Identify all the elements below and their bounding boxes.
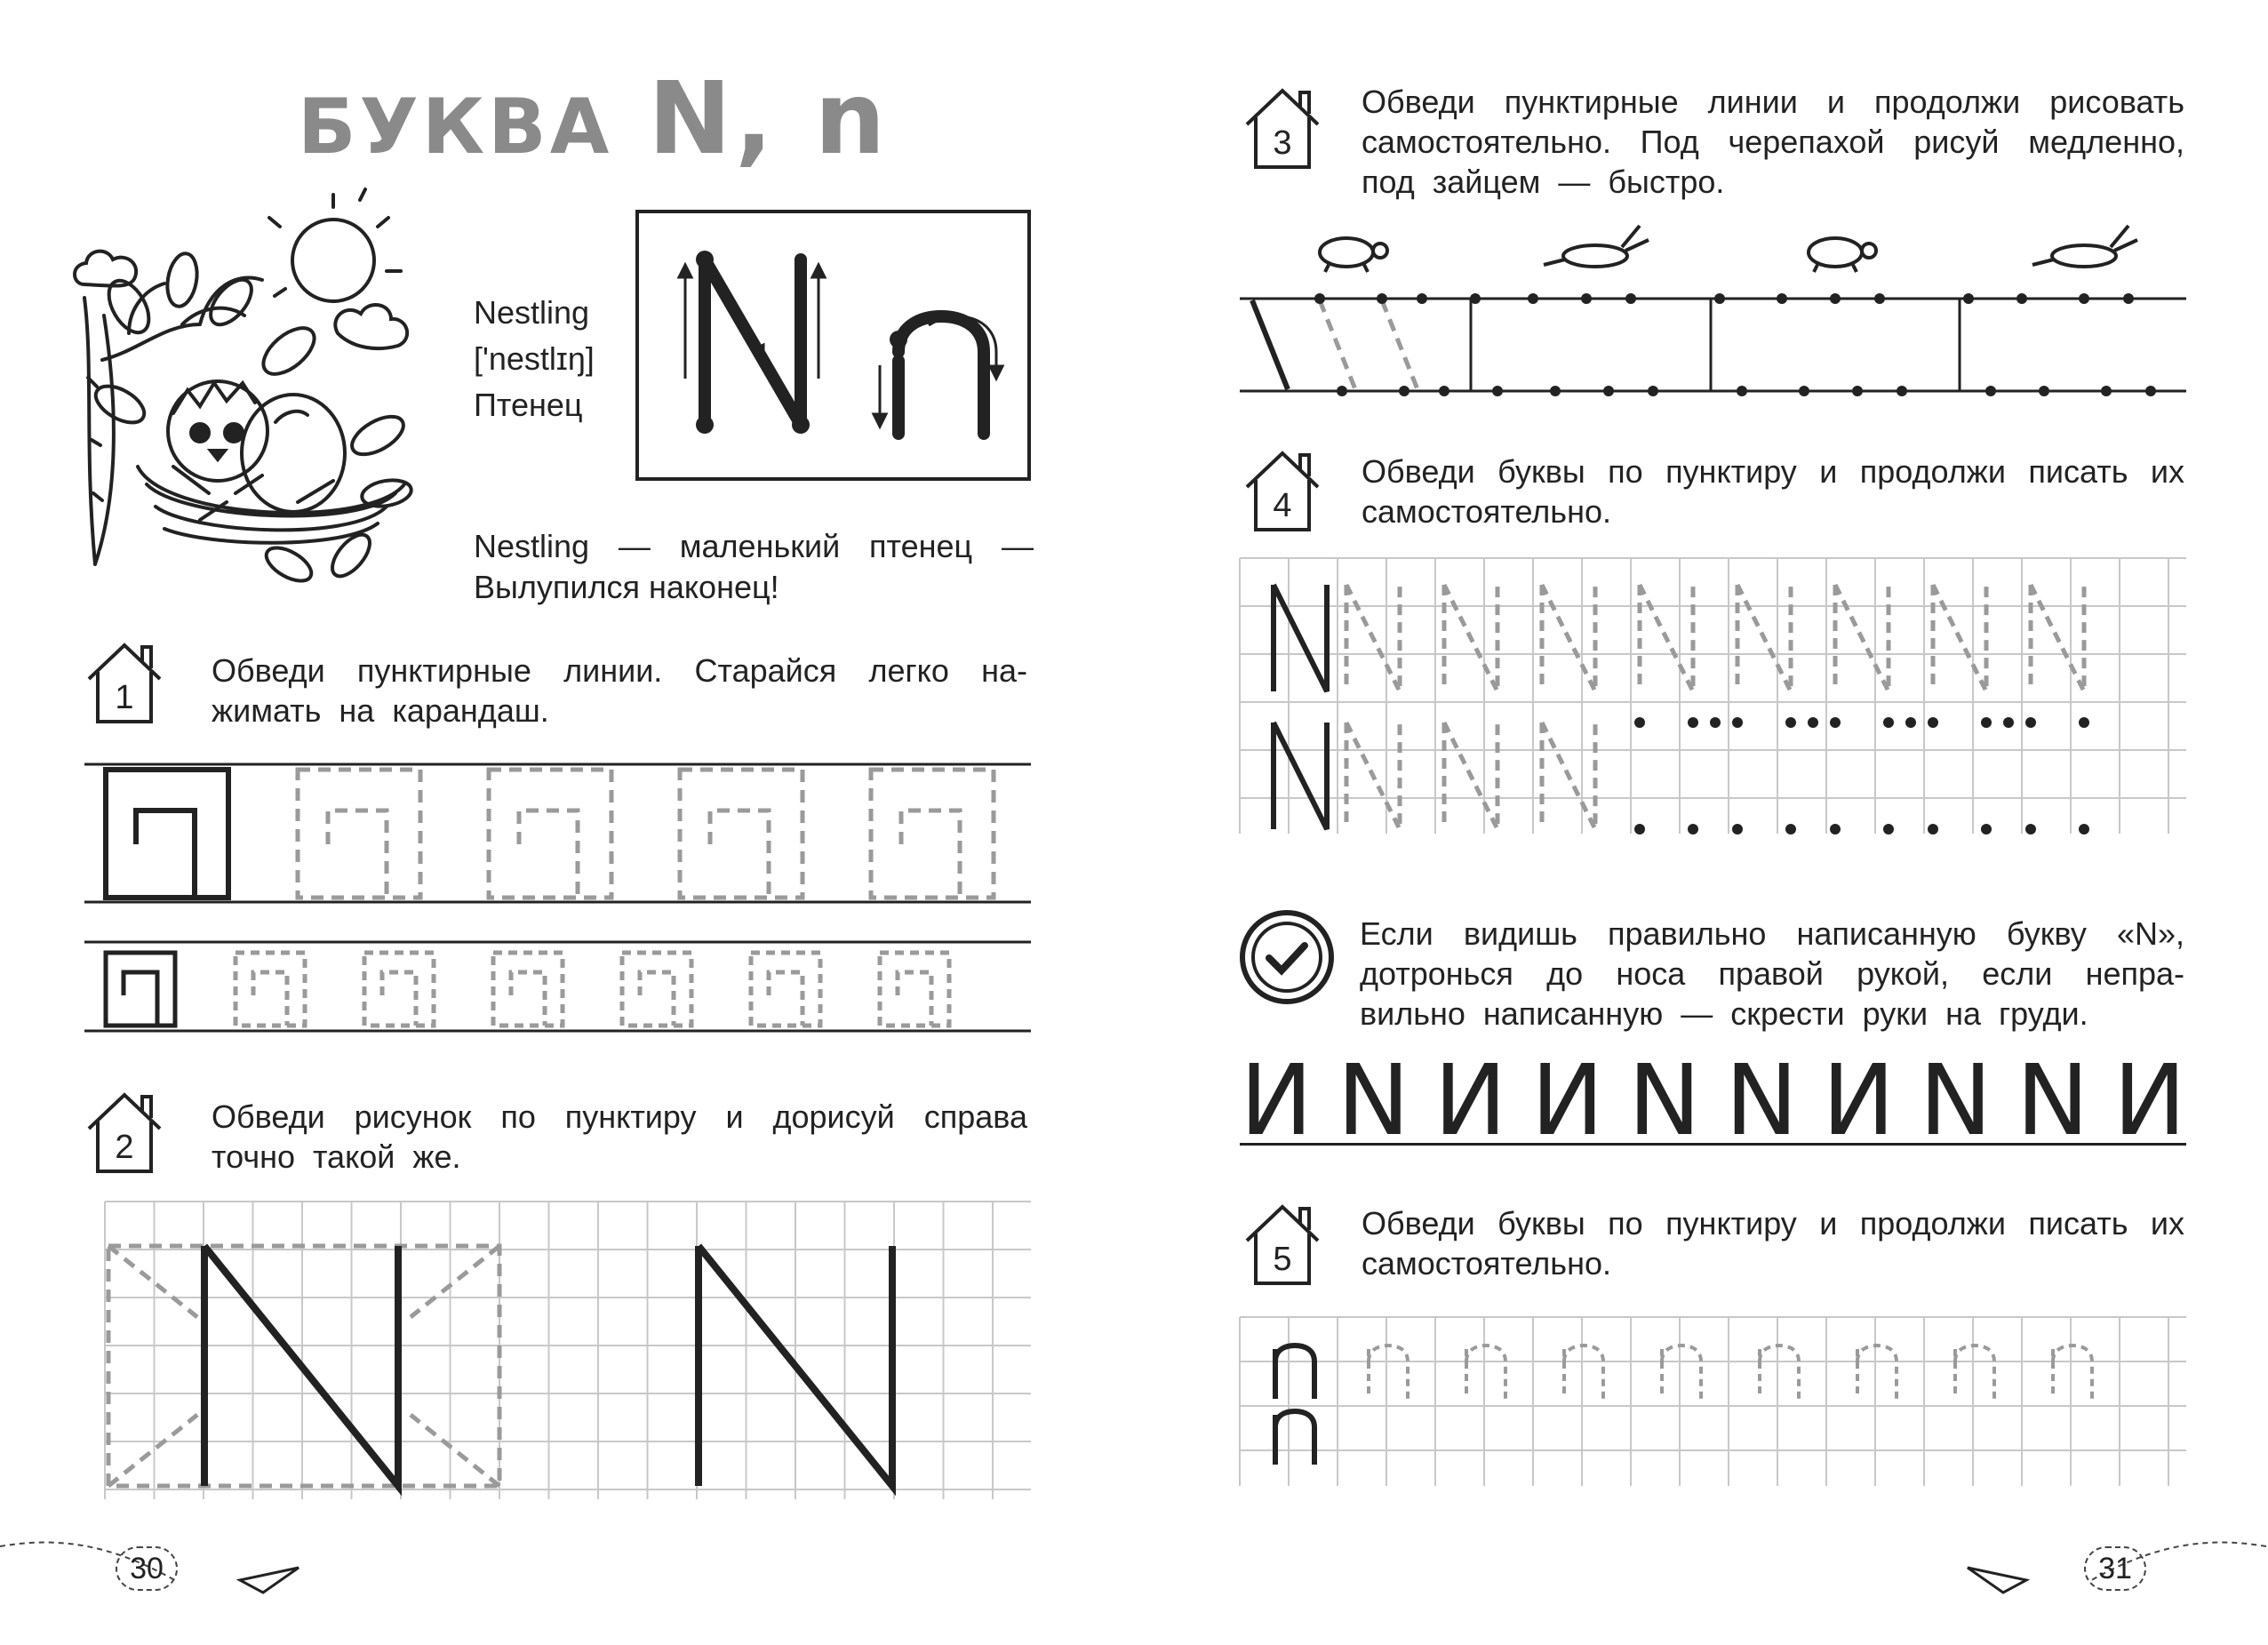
guide-dot [1830, 293, 1841, 304]
guide-dot [1799, 386, 1809, 396]
task-3-house-icon [1240, 85, 1325, 171]
letter-row-item: И [2112, 1043, 2186, 1157]
task-1-house-icon [82, 640, 167, 725]
guide-dot [1883, 717, 1894, 728]
dashed-letter [1346, 723, 1400, 829]
page-title [298, 61, 890, 177]
guide-dot [2079, 824, 2089, 834]
task-5-house-icon [1240, 1202, 1325, 1287]
guide-dot [1439, 386, 1449, 396]
task-2-house-icon [82, 1090, 167, 1175]
task-1-number: 1 [115, 679, 134, 716]
letter-row-item: N [2016, 1043, 2089, 1157]
task-2-text: Обведи рисунок по пунктиру и дорисуй справа точно такой же. [212, 1098, 1027, 1175]
guide-dot [1399, 386, 1410, 396]
dashed-letter [1466, 1346, 1505, 1399]
dashed-letter [1346, 585, 1400, 691]
letter-nn-box [635, 210, 1031, 481]
dashed-letter [1444, 585, 1497, 691]
guide-dot [2039, 386, 2049, 396]
paper-plane-icon [1968, 1568, 2026, 1593]
guide-dot [1417, 293, 1427, 304]
guide-dot [2016, 293, 2027, 304]
dashed-letter [1933, 585, 1986, 691]
task-1-text: Обведи пунктирные линии. Старайся легко на-жимать на карандаш. [212, 652, 1027, 729]
letter-row-item: N [1627, 1043, 1702, 1157]
guide-dot [1714, 293, 1725, 304]
guide-dot [1928, 824, 1938, 834]
task-5-grid [1240, 1317, 2186, 1486]
guide-dot [1985, 386, 1996, 396]
guide-dot [1963, 293, 1974, 304]
title-letters: N, n [648, 61, 890, 177]
letter-row-item: И [1530, 1043, 1604, 1157]
task-1-tracing-area [84, 755, 1031, 1040]
guide-dot [1688, 824, 1698, 834]
guide-dot [2025, 717, 2036, 728]
letter-row-item: И [1822, 1043, 1896, 1157]
dashed-letter [1542, 723, 1595, 829]
turtle-icon [1320, 238, 1387, 272]
guide-dot [2123, 293, 2134, 304]
task-3-number: 3 [1273, 124, 1292, 162]
task-3-tracing-area [1240, 220, 2186, 407]
guide-dot [1928, 717, 1938, 728]
dashed-letter [1835, 585, 1889, 691]
task-3-text: Обведи пунктирные линии и продолжи рисовать самостоятельно. Под черепахой рисуй медленно, под зайцем — быстро. [1362, 84, 2184, 200]
title-word: БУКВА [298, 83, 613, 172]
guide-dot [2101, 386, 2112, 396]
guide-dot [2079, 717, 2089, 728]
guide-dot [1603, 386, 1614, 396]
rabbit-icon [2032, 226, 2137, 267]
guide-dot [1634, 717, 1645, 728]
guide-dot [1981, 717, 1992, 728]
dashed-letter [1857, 1346, 1897, 1399]
rabbit-icon [1544, 226, 1649, 267]
guide-dot [2003, 717, 2014, 728]
guide-dot [1830, 824, 1841, 834]
letter-row-item: И [1433, 1043, 1507, 1157]
guide-dot [1625, 293, 1636, 304]
letter-row-item: И [1240, 1043, 1314, 1157]
guide-dot [1905, 717, 1916, 728]
task-5-text: Обведи буквы по пунктиру и продолжи писать их самостоятельно. [1362, 1205, 2184, 1282]
guide-dot [1581, 293, 1592, 304]
dashed-letter [1760, 1346, 1799, 1399]
guide-dot [1737, 386, 1747, 396]
vocab-block [474, 290, 595, 428]
guide-dot [1874, 293, 1885, 304]
task-5-number: 5 [1273, 1241, 1292, 1278]
chick-nest-illustration [76, 200, 449, 582]
task-2-number: 2 [115, 1129, 134, 1166]
guide-dot [1852, 386, 1863, 396]
letter-row-item: N [1724, 1043, 1799, 1157]
task-4-text: Обведи буквы по пунктиру и продолжи писать их самостоятельно. [1362, 453, 2184, 530]
dashed-letter [2031, 585, 2084, 691]
turtle-icon [1809, 238, 1876, 272]
page-number-left: 30 [116, 1546, 178, 1591]
guide-dot [1897, 386, 1907, 396]
check-icon [1238, 908, 1336, 1006]
task-4-number: 4 [1273, 487, 1292, 524]
check-task-text: Если видишь правильно написанную букву «N», дотронься до носа правой рукой, если непра-вильно написанную — скрести руки на груди. [1360, 915, 2184, 1032]
guide-dot [1710, 717, 1721, 728]
guide-dot [1470, 293, 1481, 304]
guide-dot [1314, 293, 1325, 304]
dashed-letter [1542, 585, 1595, 691]
rhyme-line-2: Вылупился наконец! [474, 569, 779, 605]
guide-dot [1732, 824, 1743, 834]
guide-dot [2079, 293, 2089, 304]
guide-dot [1492, 386, 1503, 396]
guide-dot [1634, 824, 1645, 834]
guide-dot [1981, 824, 1992, 834]
guide-dot [1337, 386, 1347, 396]
guide-dot [1785, 717, 1796, 728]
task-4-grid [1240, 558, 2186, 834]
paper-plane-icon [240, 1568, 299, 1593]
rhyme [474, 526, 1034, 608]
guide-dot [1732, 717, 1743, 728]
guide-dot [1785, 824, 1796, 834]
guide-dot [1883, 824, 1894, 834]
rhyme-line-1: Nestling — маленький птенец — [474, 528, 1034, 564]
task-2-grid [105, 1202, 1031, 1499]
guide-dot [1550, 386, 1561, 396]
dashed-letter [1444, 723, 1497, 829]
dashed-letter [1662, 1346, 1701, 1399]
guide-dot [1688, 717, 1698, 728]
letter-row-item: N [1337, 1043, 1410, 1157]
vocab-translation: Птенец [474, 387, 583, 423]
guide-dot [2025, 824, 2036, 834]
dashed-letter [1564, 1346, 1603, 1399]
task-4-house-icon [1240, 448, 1325, 533]
guide-dot [2145, 386, 2156, 396]
dashed-letter [2053, 1346, 2092, 1399]
guide-dot [1528, 293, 1538, 304]
guide-dot [1648, 386, 1658, 396]
dashed-letter [1955, 1346, 1994, 1399]
dashed-letter [1369, 1346, 1408, 1399]
dashed-letter [1640, 585, 1693, 691]
page-number-right: 31 [2084, 1546, 2146, 1591]
letter-row [1240, 1043, 2186, 1157]
vocab-transcription: ['nestlɪŋ] [474, 340, 595, 377]
guide-dot [1808, 717, 1818, 728]
guide-dot [1830, 717, 1841, 728]
vocab-word: Nestling [474, 294, 590, 331]
guide-dot [1377, 293, 1387, 304]
dashed-letter [1737, 585, 1791, 691]
guide-dot [1777, 293, 1787, 304]
letter-row-item: N [1919, 1043, 1992, 1157]
